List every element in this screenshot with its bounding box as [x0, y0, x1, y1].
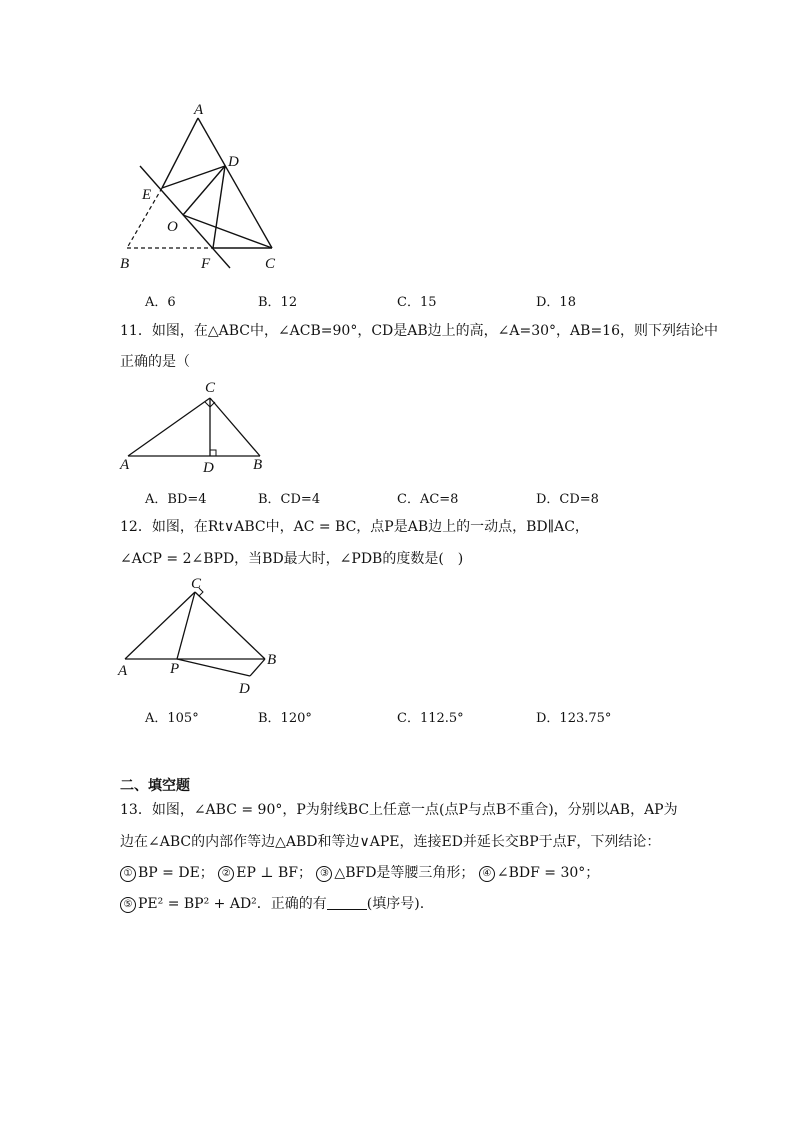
label-D: D [228, 154, 239, 170]
figure-q10 [110, 100, 310, 280]
q12-option-b[interactable]: B．120° [258, 711, 312, 726]
q11-stem-line2: 正确的是（ [120, 354, 190, 370]
q11-option-b[interactable]: B．CD=4 [258, 492, 321, 507]
label-B: B [267, 652, 277, 668]
label-B: B [120, 256, 130, 272]
conclusion-3: △BFD是等腰三角形； [334, 865, 475, 881]
q13-stem-line1: 13．如图，∠ABC = 90°，P为射线BC上任意一点(点P与点B不重合)，分别以AB，AP为 [120, 802, 678, 818]
fill-hint: (填序号). [366, 896, 425, 912]
q10-option-a[interactable]: A．6 [145, 295, 176, 310]
q11-stem-line1: 11．如图，在△ABC中，∠ACB=90°，CD是AB边上的高，∠A=30°，AB=16，则下列结论中 [120, 323, 718, 339]
label-A: A [194, 102, 204, 118]
answer-blank[interactable] [327, 895, 367, 910]
label-B: B [253, 457, 263, 473]
q12-stem-line2: ∠ACP = 2∠BPD，当BD最大时，∠PDB的度数是( ) [120, 551, 464, 567]
label-E: E [142, 187, 152, 203]
label-C: C [191, 576, 202, 592]
label-A: A [118, 663, 128, 679]
q10-option-c[interactable]: C．15 [397, 295, 437, 310]
q13-stem-line2: 边在∠ABC的内部作等边△ABD和等边∨APE，连接ED并延长交BP于点F，下列结论： [120, 834, 661, 850]
q13-conclusions-line [120, 863, 599, 883]
circled-number: ② [218, 866, 234, 882]
label-D: D [239, 681, 250, 697]
label-C: C [265, 256, 276, 272]
label-A: A [120, 457, 130, 473]
figure-q12 [115, 572, 285, 697]
section-heading-fill-in: 二、填空题 [120, 778, 190, 794]
q12-option-d[interactable]: D．123.75° [536, 711, 612, 726]
label-D: D [203, 460, 214, 476]
q12-stem-line1: 12．如图，在Rt∨ABC中，AC = BC，点P是AB边上的一动点，BD∥AC， [120, 519, 589, 535]
circled-number: ③ [316, 866, 332, 882]
label-O: O [167, 219, 178, 235]
q11-option-a[interactable]: A．BD=4 [145, 492, 207, 507]
circled-number: ① [120, 866, 136, 882]
q10-option-d[interactable]: D．18 [536, 295, 576, 310]
q13-conclusion-5-line [120, 894, 424, 914]
conclusion-5: PE² = BP² + AD²．正确的有 [138, 896, 327, 912]
circled-number: ⑤ [120, 897, 136, 913]
circled-number: ④ [479, 866, 495, 882]
conclusion-4: ∠BDF = 30°； [496, 865, 600, 881]
label-F: F [201, 256, 211, 272]
q11-option-c[interactable]: C．AC=8 [397, 492, 459, 507]
q10-option-b[interactable]: B．12 [258, 295, 298, 310]
conclusion-1: BP = DE； [138, 865, 214, 881]
figure-q11 [115, 378, 275, 476]
q12-option-a[interactable]: A．105° [145, 711, 199, 726]
q12-option-c[interactable]: C．112.5° [397, 711, 464, 726]
label-P: P [170, 661, 180, 677]
label-C: C [205, 380, 216, 396]
conclusion-2: EP ⊥ BF； [236, 865, 312, 881]
q11-option-d[interactable]: D．CD=8 [536, 492, 599, 507]
